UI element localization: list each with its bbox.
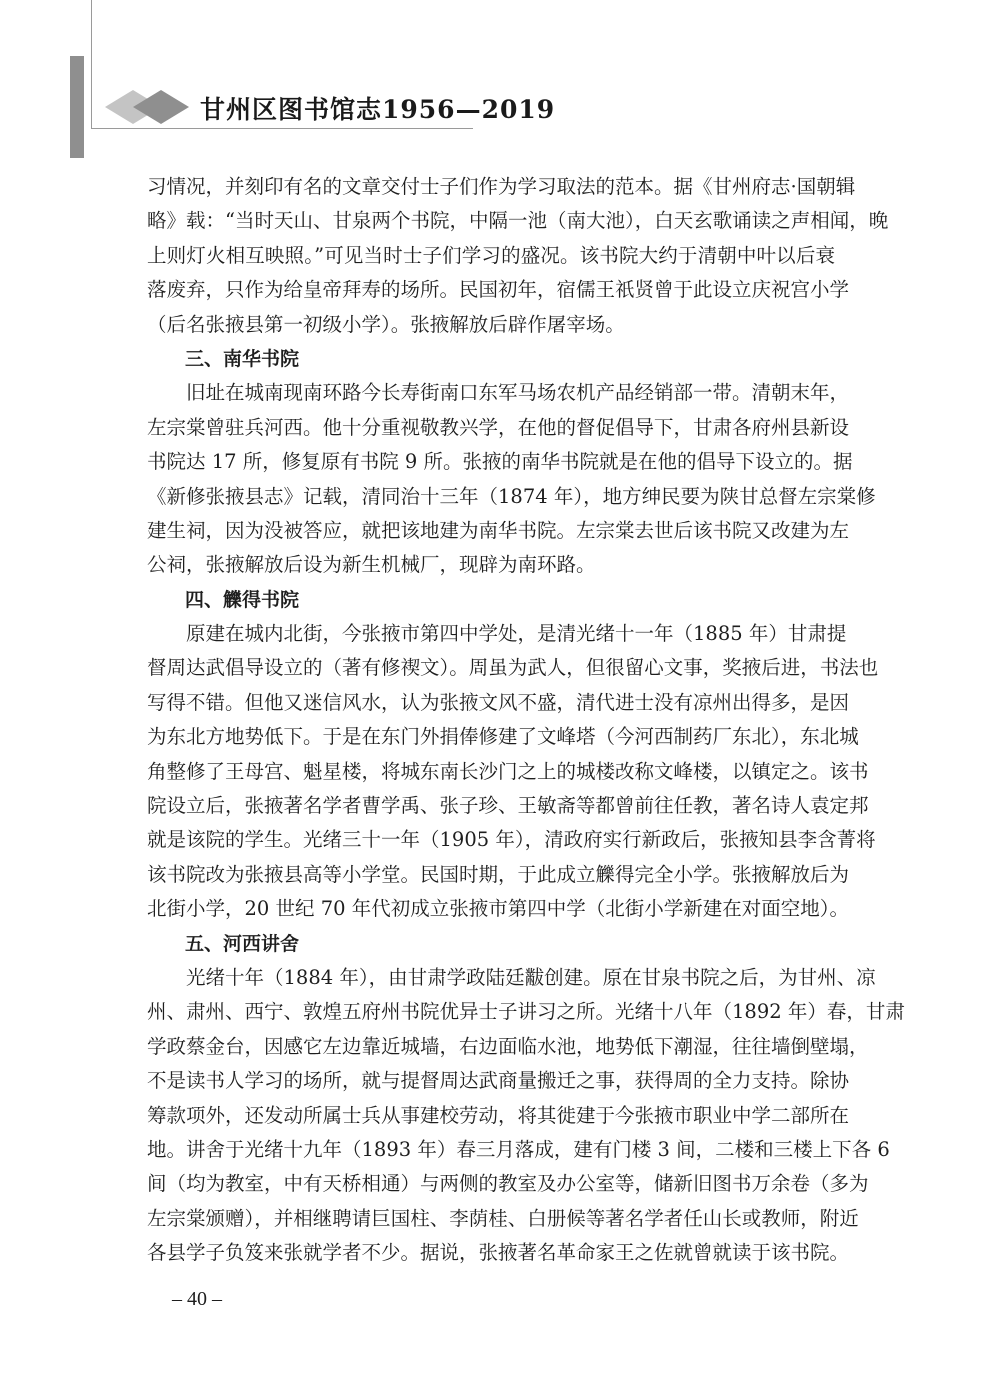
text-line: 公祠，张掖解放后设为新生机械厂，现辟为南环路。 xyxy=(147,553,596,577)
running-header-title: 甘州区图书馆志1956—2019 xyxy=(200,95,556,124)
header-diamond-ornament xyxy=(103,88,193,126)
text-line: 落废弃，只作为给皇帝拜寿的场所。民国初年，宿儒王祇贤曾于此设立庆祝宫小学 xyxy=(147,278,850,302)
text-line: 角整修了王母宫、魁星楼，将城东南长沙门之上的城楼改称文峰楼，以镇定之。该书 xyxy=(147,759,869,783)
text-line: 写得不错。但他又迷信风水，认为张掖文风不盛，清代进士没有凉州出得多，是因 xyxy=(147,690,850,714)
text-line: 书院达 17 所，修复原有书院 9 所。张掖的南华书院就是在他的倡导下设立的。据 xyxy=(147,450,853,474)
text-line: 习情况，并刻印有名的文章交付士子们作为学习取法的范本。据《甘州府志·国朝辑 xyxy=(147,175,856,198)
text-line: 《新修张掖县志》记载，清同治十三年（1874 年），地方绅民要为陕甘总督左宗棠修 xyxy=(147,484,876,508)
section-heading: 五、河西讲舍 xyxy=(185,932,300,955)
text-line: 原建在城内北街，今张掖市第四中学处，是清光绪十一年（1885 年）甘肃提 xyxy=(147,622,847,646)
text-line: 建生祠，因为没被答应，就把该地建为南华书院。左宗棠去世后该书院又改建为左 xyxy=(147,518,850,542)
body-text xyxy=(147,170,905,1271)
text-line: 为东北方地势低下。于是在东门外捐俸修建了文峰塔（今河西制药厂东北），东北城 xyxy=(147,725,859,749)
text-line: 就是该院的学生。光绪三十一年（1905 年），清政府实行新政后，张掖知县李含菁将 xyxy=(147,828,876,852)
header-horizontal-rule xyxy=(91,128,473,129)
text-line: 各县学子负笈来张就学者不少。据说，张掖著名革命家王之佐就曾就读于该书院。 xyxy=(147,1241,850,1265)
text-line: 学政蔡金台，因感它左边靠近城墙，右边面临水池，地势低下潮湿，往往墙倒壁塌， xyxy=(147,1034,869,1058)
text-line: 不是读书人学习的场所，就与提督周达武商量搬迁之事，获得周的全力支持。除协 xyxy=(147,1069,850,1093)
section-heading: 四、觻得书院 xyxy=(185,588,300,611)
text-line: 光绪十年（1884 年），由甘肃学政陆廷黻创建。原在甘泉书院之后，为甘州、凉 xyxy=(147,965,876,989)
header-gray-bar xyxy=(70,56,84,158)
text-line: 旧址在城南现南环路今长寿街南口东军马场农机产品经销部一带。清朝末年， xyxy=(147,381,850,405)
text-line: 州、肃州、西宁、敦煌五府州书院优异士子讲习之所。光绪十八年（1892 年）春，甘肃 xyxy=(147,1000,905,1024)
text-line: 间（均为教室，中有天桥相通）与两侧的教室及办公室等，储新旧图书万余卷（多为 xyxy=(147,1172,869,1196)
header-vertical-rule xyxy=(91,0,92,128)
text-line: 地。讲舍于光绪十九年（1893 年）春三月落成，建有门楼 3 间，二楼和三楼上下各 6 xyxy=(147,1137,890,1161)
section-heading: 三、南华书院 xyxy=(185,347,300,370)
page-number: – 40 – xyxy=(172,1288,222,1310)
text-line: 督周达武倡导设立的（著有修禊文）。周虽为武人，但很留心文事，奖掖后进，书法也 xyxy=(147,656,879,680)
text-line: 左宗棠颁赠），并相继聘请巨国柱、李荫桂、白册候等著名学者任山长或教师，附近 xyxy=(147,1206,859,1230)
text-line: 左宗棠曾驻兵河西。他十分重视敬教兴学，在他的督促倡导下，甘肃各府州县新设 xyxy=(147,415,850,439)
text-line: 筹款项外，还发动所属士兵从事建校劳动，将其徙建于今张掖市职业中学二部所在 xyxy=(147,1103,850,1127)
text-line: 该书院改为张掖县高等小学堂。民国时期，于此成立觻得完全小学。张掖解放后为 xyxy=(147,862,850,886)
text-line: 略》载：“当时天山、甘泉两个书院，中隔一池（南大池），白天玄歌诵读之声相闻，晚 xyxy=(147,209,889,233)
text-line: （后名张掖县第一初级小学）。张掖解放后辟作屠宰场。 xyxy=(147,312,625,336)
text-line: 院设立后，张掖著名学者曹学禹、张子珍、王敏斋等都曾前往任教，著名诗人袁定邦 xyxy=(147,794,869,818)
text-line: 北街小学，20 世纪 70 年代初成立张掖市第四中学（北街小学新建在对面空地）。 xyxy=(147,897,849,921)
text-line: 上则灯火相互映照。”可见当时士子们学习的盛况。该书院大约于清朝中叶以后衰 xyxy=(147,243,835,267)
